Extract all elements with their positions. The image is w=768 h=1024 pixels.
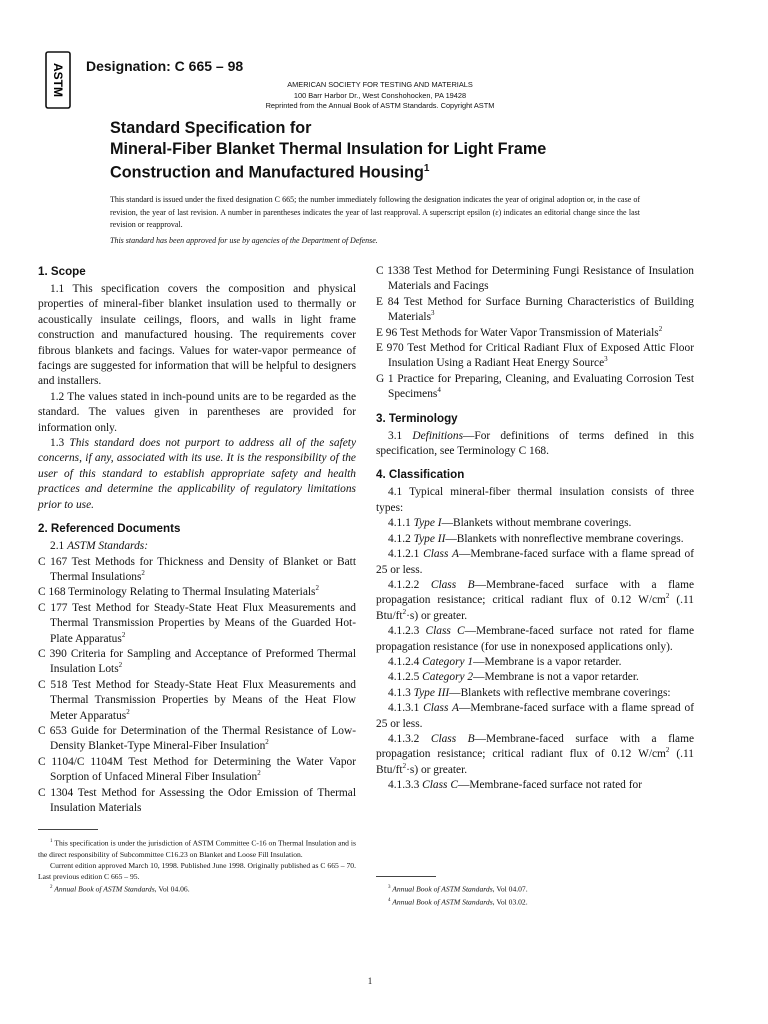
reference-c167: C 167 Test Methods for Thickness and Density of Blanket or Batt Thermal Insulations$^2$ [38,555,356,583]
reference-c168: C 168 Terminology Relating to Thermal Insulating Materials$^2$ [38,584,319,599]
reference-c1338: C 1338 Test Method for Determining Fungi Resistance of Insulation Materials and Facings [376,265,694,293]
svg-text:ASTM: ASTM [51,63,65,97]
paragraph-3-1: 3.1 Definitions—For definitions of terms defined in this specification, see Terminology C 168. [376,429,694,458]
left-column [38,264,356,816]
reference-c177: C 177 Test Method for Steady-State Heat Flux Measurements and Thermal Transmission Properties by Means of the Guarded Hot-Plate Apparatus$^2$ [38,601,356,645]
document-title [110,118,670,183]
footnote-4: $^4$ Annual Book of ASTM Standards, Vol 03.02. [388,897,528,907]
reference-g1: G 1 Practice for Preparing, Cleaning, and Evaluating Corrosion Test Specimens$^4$ [376,372,694,401]
section-heading-scope: 1. Scope [38,265,86,278]
paragraph-4-1-2-4: 4.1.2.4 Category 1—Membrane is a vapor retarder. [388,655,622,668]
paragraph-4-1-2-2: 4.1.2.2 Class B—Membrane-faced surface with a flame propagation resistance; critical radiant flux of 0.12 $W/cm^2$ (.11 Btu/$ft^2\cdot s$) or greater. [376,578,694,622]
reference-c1304: C 1304 Test Method for Assessing the Odor Emission of Thermal Insulation Materials [38,786,356,814]
title-line-1: Standard Specification for [110,119,312,137]
paragraph-4-1-2: 4.1.2 Type II—Blankets with nonreflective membrane coverings. [388,532,684,545]
section-heading-classification: 4. Classification [376,468,465,482]
footnote-1-edition: Current edition approved March 10, 1998. Published June 1998. Originally published as C 665 – 70. Last previous edition C 665 – 95. [38,860,356,881]
publisher-info [150,80,610,112]
paragraph-4-1-3-3: 4.1.3.3 Class C—Membrane-faced surface not rated for [388,779,643,792]
footnote-divider-left [38,829,98,830]
paragraph-4-1-2-5: 4.1.2.5 Category 2—Membrane is not a vapor retarder. [388,671,639,684]
footnote-3: $^3$ Annual Book of ASTM Standards, Vol 04.07. [388,884,528,894]
paragraph-4-1-3-2: 4.1.3.2 Class B—Membrane-faced surface with a flame propagation resistance; critical radiant flux of 0.12 $W/cm^2$ (.11 Btu/$ft^2\cdot s$) or greater. [376,732,694,776]
footnote-divider-right [376,876,436,877]
astm-logo [38,50,78,110]
reference-c390: C 390 Criteria for Sampling and Acceptance of Preformed Thermal Insulation Lots$^2$ [38,647,356,676]
footnote-1: $^1$ This specification is under the jurisdiction of ASTM Committee C-16 on Thermal Insulation and is the direct responsibility of Subcommittee C16.23 on Blanket and Loose Fill Insulation. [38,838,356,859]
title-footnote-mark: 1 [423,163,430,174]
reference-c518: C 518 Test Method for Steady-State Heat Flux Measurements and Thermal Transmission Properties by Means of the Heat Flow Meter Apparatus$^2$ [38,678,356,722]
title-line-3: Construction and Manufactured Housing$^1$ [110,163,430,182]
paragraph-4-1-1: 4.1.1 Type I—Blankets without membrane coverings. [388,517,632,530]
reference-e970: E 970 Test Method for Critical Radiant Flux of Exposed Attic Floor Insulation Using a Radiant Heat Energy Source$^3$ [376,342,694,370]
section-heading-referenced-documents: 2. Referenced Documents [38,522,181,536]
paragraph-1-1: 1.1 This specification covers the composition and physical properties of mineral-fiber blanket insulation used to thermally or acoustically insulate ceilings, floors, and walls in light frame construction and manufactured housing. The requirements cover fibrous blankets and facings. Values for water-vapor permeance of facings are suggested for information that will be helpful to designers and installers. [38,283,356,388]
paragraph-4-1-3-1: 4.1.3.1 Class A—Membrane-faced surface with a flame spread of 25 or less. [376,702,694,730]
reprint-note: Reprinted from the Annual Book of ASTM Standards. Copyright ASTM [265,101,495,110]
dod-approval-note: This standard has been approved for use by agencies of the Department of Defense. [110,236,378,245]
footnote-2: $^2$ Annual Book of ASTM Standards, Vol 04.06. [50,884,190,894]
reference-c1104: C 1104/C 1104M Test Method for Determining the Water Vapor Sorption of Unfaced Mineral Fiber Insulation$^2$ [38,755,356,784]
reference-c653: C 653 Guide for Determination of the Thermal Resistance of Low-Density Blanket-Type Mineral-Fiber Insulation$^2$ [38,724,356,753]
footnotes-left [38,836,356,894]
title-line-2: Mineral-Fiber Blanket Thermal Insulation for Light Frame [110,139,547,158]
paragraph-4-1-2-3: 4.1.2.3 Class C—Membrane-faced surface not rated for flame propagation resistance (for use in nonexposed applications only). [376,625,694,653]
paragraph-1-3: 1.3 This standard does not purport to address all of the safety concerns, if any, associated with its use. It is the responsibility of the user of this standard to establish appropriate safety and health practices and determine the applicability of regulatory limitations prior to use. [38,437,356,511]
designation: Designation: C 665 – 98 [86,58,244,74]
issuance-notice: This standard is issued under the fixed designation C 665; the number immediately following the designation indicates the year of original adoption or, in the case of revision, the year of last revision. A number in parentheses indicates the year of last reapproval. A superscript epsilon (ε) indicates an editorial change since the last revision or reapproval. [110,195,640,229]
right-column [376,264,694,794]
publisher-address: 100 Barr Harbor Dr., West Conshohocken, PA 19428 [293,90,467,100]
footnotes-right [376,882,694,907]
paragraph-1-2: 1.2 The values stated in inch-pound units are to be regarded as the standard. The values given in parentheses are provided for information only. [38,390,356,434]
paragraph-4-1-2-1: 4.1.2.1 Class A—Membrane-faced surface with a flame spread of 25 or less. [376,548,694,576]
section-heading-terminology: 3. Terminology [376,411,458,425]
publisher-name: AMERICAN SOCIETY FOR TESTING AND MATERIALS [287,80,473,89]
reference-e96: E 96 Test Methods for Water Vapor Transmission of Materials$^2$ [376,324,663,339]
paragraph-4-1-3: 4.1.3 Type III—Blankets with reflective membrane coverings: [388,686,671,699]
reference-e84: E 84 Test Method for Surface Burning Characteristics of Building Materials$^3$ [376,295,694,324]
paragraph-2-1: 2.1 ASTM Standards: [50,540,148,553]
paragraph-4-1: 4.1 Typical mineral-fiber thermal insulation consists of three types: [376,486,694,514]
page-number: 1 [367,976,373,986]
